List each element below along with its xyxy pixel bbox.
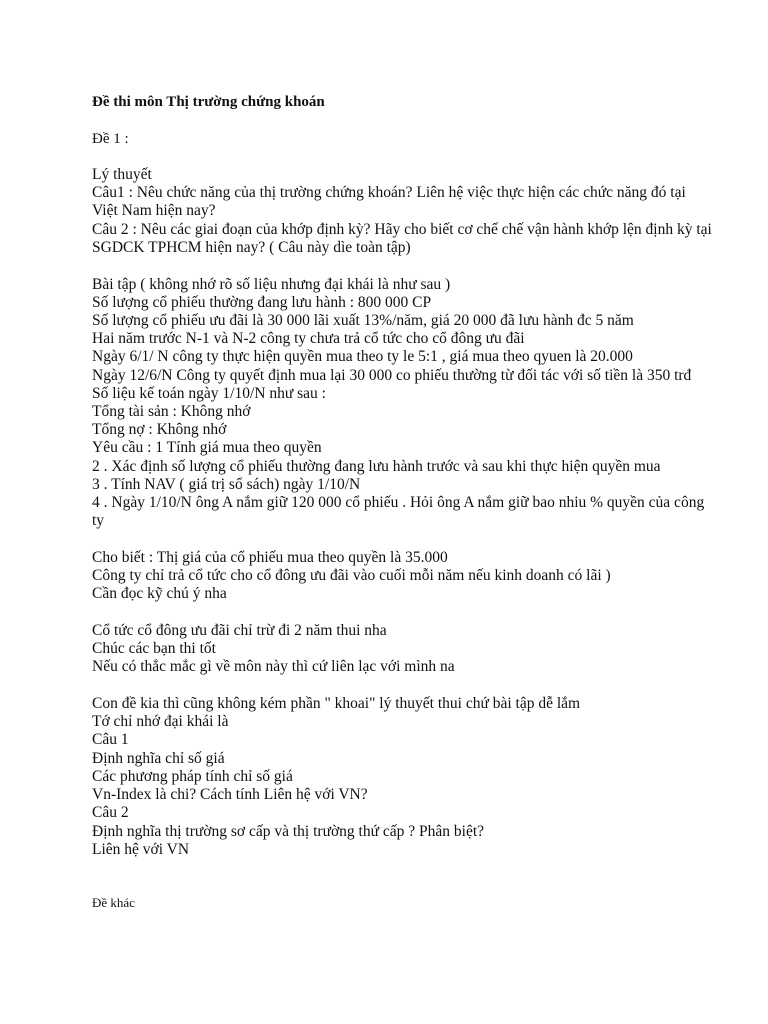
closing-line: Cổ tức cổ đông ưu đãi chỉ trừ đi 2 năm thui nha [92, 621, 387, 639]
exercise-line: Tổng nợ : Không nhớ [92, 421, 227, 439]
note-line: Cho biết : Thị giá của cổ phiếu mua theo quyền là 35.000 [92, 548, 448, 566]
theory-heading: Lý thuyết [92, 166, 152, 183]
other-exam-line: Tớ chỉ nhớ đại khái là [92, 713, 229, 731]
other-exam-footer-label: Đề khác [92, 894, 135, 910]
exercise-line: Số lượng cổ phiếu thường đang lưu hành : 800 000 CP [92, 293, 432, 311]
document-body [92, 93, 712, 911]
other-exam-line: Câu 2 [92, 804, 129, 822]
exercise-line: Hai năm trước N-1 và N-2 công ty chưa trả cổ tức cho cổ đông ưu đãi [92, 330, 525, 348]
exercise-line: Ngày 12/6/N Công ty quyết định mua lại 30 000 co phiếu thường từ đối tác với số tiền là 350 trđ [92, 366, 692, 384]
other-exam-line: Liên hệ với VN [92, 840, 190, 858]
exercise-requirement: 4 . Ngày 1/10/N ông A nắm giữ 120 000 cổ phiếu . Hỏi ông A nắm giữ bao nhiu % quyền của công ty [92, 493, 705, 530]
document-title: Đề thi môn Thị trường chứng khoán [92, 94, 325, 110]
exercise-line: Ngày 6/1/ N công ty thực hiện quyền mua theo ty le 5:1 , giá mua theo qyuen là 20.000 [92, 348, 633, 366]
other-exam-line: Vn-Index là chi? Cách tính Liên hệ với VN? [92, 786, 368, 804]
theory-question-2: Câu 2 : Nêu các giai đoạn của khớp định kỳ? Hãy cho biết cơ chế chế vận hành khớp lện định kỳ tại SGDCK TPHCM hiện nay? ( Câu này dìe toàn tập) [92, 220, 712, 256]
closing-line: Chúc các bạn thi tốt [92, 640, 216, 658]
exercise-line: Số liệu kế toán ngày 1/10/N như sau : [92, 384, 326, 402]
other-exam-line: Câu 1 [92, 731, 129, 749]
note-line: Công ty chỉ trả cổ tức cho cổ đông ưu đãi vào cuối mỗi năm nếu kinh doanh có lãi ) [92, 567, 611, 585]
closing-line: Nếu có thắc mắc gì về môn này thì cứ liên lạc với mình na [92, 658, 455, 676]
exercise-requirement: 2 . Xác định số lượng cổ phiếu thường đang lưu hành trước và sau khi thực hiện quyền mua [92, 457, 661, 475]
exercise-line: Tổng tài sản : Không nhớ [92, 402, 251, 420]
exercise-requirement: Yêu cầu : 1 Tính giá mua theo quyền [92, 439, 322, 457]
other-exam-line: Định nghĩa chỉ số giá [92, 749, 225, 767]
exercise-heading: Bài tập ( không nhớ rõ số liệu nhưng đại khái là như sau ) [92, 275, 451, 293]
exam-1-label: Đề 1 : [92, 130, 129, 147]
other-exam-line: Các phương pháp tính chỉ số giá [92, 767, 293, 785]
other-exam-line: Con đề kia thì cũng không kém phần " khoai" lý thuyết thui chứ bài tập dễ lắm [92, 695, 581, 713]
exercise-requirement: 3 . Tính NAV ( giá trị sổ sách) ngày 1/10/N [92, 475, 361, 493]
other-exam-line: Định nghĩa thị trường sơ cấp và thị trường thứ cấp ? Phân biệt? [92, 822, 485, 840]
theory-question-1: Câu1 : Nêu chức năng của thị trường chứng khoán? Liên hệ việc thực hiện các chức năng đó tại Việt Nam hiện nay? [92, 184, 686, 220]
exercise-line: Số lượng cổ phiếu ưu đãi là 30 000 lãi xuất 13%/năm, giá 20 000 đã lưu hành đc 5 năm [92, 311, 634, 329]
note-line: Cần đọc kỹ chú ý nha [92, 585, 227, 603]
